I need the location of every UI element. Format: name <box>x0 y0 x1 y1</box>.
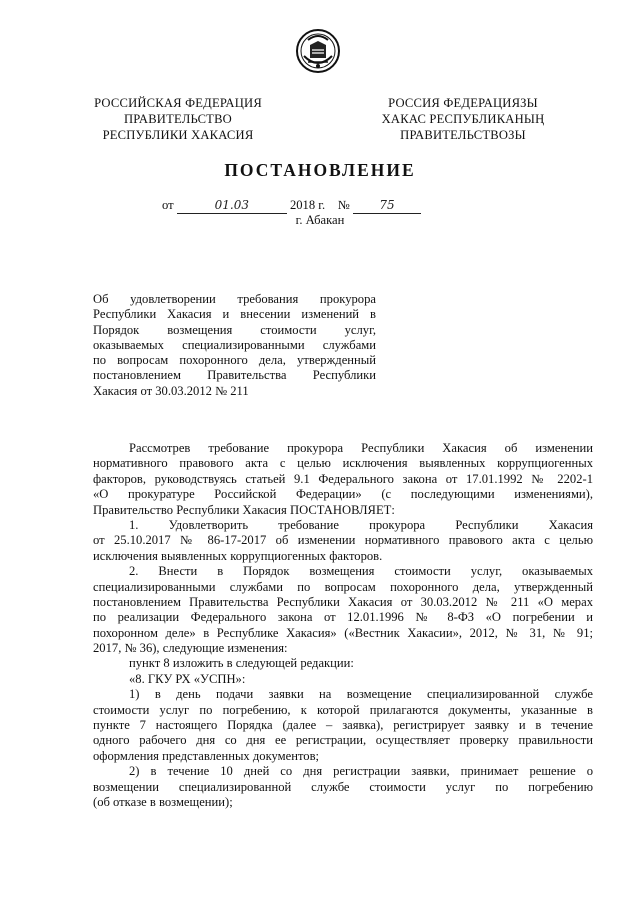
body-text-line: пункте 7 настоящего Порядка (далее – заявка), регистрирует заявку и в течение <box>93 718 593 733</box>
document-body <box>93 441 593 810</box>
handwritten-number: 75 <box>379 198 395 212</box>
subject-line: по вопросам похоронного дела, утвержденный <box>93 353 376 368</box>
date-year: 2018 г. <box>289 198 326 212</box>
body-text-line: 2. Внести в Порядок возмещения стоимости услуг, оказываемых <box>129 564 593 579</box>
date-prefix: от <box>162 198 174 212</box>
body-text-line: исключения выявленных коррупциогенных факторов. <box>93 548 383 563</box>
body-text-line: пункт 8 изложить в следующей редакции: <box>129 656 354 671</box>
body-text-line: Правительство Республики Хакасия ПОСТАНОВЛЯЕТ: <box>93 502 395 517</box>
header-right-line: РОССИЯ ФЕДЕРАЦИЯЗЫ <box>388 96 538 110</box>
city-name: г. Абакан <box>295 213 345 227</box>
document-subject <box>93 292 376 399</box>
header-left-russian <box>78 95 278 143</box>
body-text-line: специализированными службами по вопросам похоронного дела, утвержденный <box>93 579 593 594</box>
subject-line: Об удовлетворении требования прокурора <box>93 292 376 306</box>
subject-line: Порядок возмещения стоимости услуг, <box>93 322 376 337</box>
body-text-line: постановлением Правительства Республики Хакасия от 30.03.2012 № 211 «О мерах <box>93 594 593 609</box>
body-text-line: по реализации Федерального закона от 12.01.1996 № 8-ФЗ «О погребении и <box>93 610 593 625</box>
header-right-line: ХАКАС РЕСПУБЛИКАНЫҢ <box>381 112 545 126</box>
body-text-line: 2) в течение 10 дней со дня регистрации заявки, принимает решение о <box>129 764 593 779</box>
body-text-line: 1. Удовлетворить требование прокурора Республики Хакасия <box>129 517 593 532</box>
subject-line: Хакасия от 30.03.2012 № 211 <box>93 383 249 398</box>
handwritten-date: 01.03 <box>214 198 249 212</box>
body-text-line: Рассмотрев требование прокурора Республики Хакасия об изменении <box>129 441 593 455</box>
number-blank <box>353 198 421 214</box>
body-text-line: возмещении специализированной службе стоимости услуг по погребению <box>93 779 593 794</box>
subject-line: оказываемых специализированными службами <box>93 337 376 352</box>
body-text-line: одного рабочего дня со дня ее регистрации, осуществляет проверку правильности <box>93 733 593 748</box>
date-blank <box>177 198 287 214</box>
header-left-line: РЕСПУБЛИКИ ХАКАСИЯ <box>102 128 254 142</box>
subject-line: Республики Хакасия и внесении изменений в <box>93 307 376 322</box>
body-text-line: оформления представленных документов; <box>93 748 320 763</box>
header-right-line: ПРАВИТЕЛЬСТВОЗЫ <box>400 128 526 142</box>
body-text-line: 1) в день подачи заявки на возмещение специализированной службе <box>129 687 593 702</box>
subject-line: постановлением Правительства Республики <box>93 368 376 383</box>
body-text-line: от 25.10.2017 № 86-17-2017 об изменении нормативного правового акта с целью <box>93 533 593 548</box>
date-number-line <box>162 198 492 214</box>
header-left-line: ПРАВИТЕЛЬСТВО <box>124 112 232 126</box>
coat-of-arms-emblem <box>294 26 342 74</box>
body-text-line: стоимости услуг по погребению, к которой прилагаются документы, указанные в <box>93 702 593 717</box>
body-text-line: 2017, № 36), следующие изменения: <box>93 641 288 656</box>
body-text-line: факторов, руководствуясь статьей 9.1 Федерального закона от 17.01.1992 № 2202-1 <box>93 471 593 486</box>
number-label: № <box>337 198 350 212</box>
body-text-line: нормативного правового акта с целью исключения выявленных коррупциогенных <box>93 456 593 471</box>
body-text-line: «8. ГКУ РХ «УСПН»: <box>129 671 246 686</box>
body-text-line: похоронном деле» в Республике Хакасия» («Вестник Хакасии», 2012, № 31, № 91; <box>93 625 593 640</box>
header-left-line: РОССИЙСКАЯ ФЕДЕРАЦИЯ <box>94 96 262 110</box>
header-right-khakas <box>368 95 558 143</box>
body-text-line: «О прокуратуре Российской Федерации» (с последующими изменениями), <box>93 487 593 502</box>
body-text-line: (об отказе в возмещении); <box>93 794 233 809</box>
document-title: ПОСТАНОВЛЕНИЕ <box>224 160 416 180</box>
